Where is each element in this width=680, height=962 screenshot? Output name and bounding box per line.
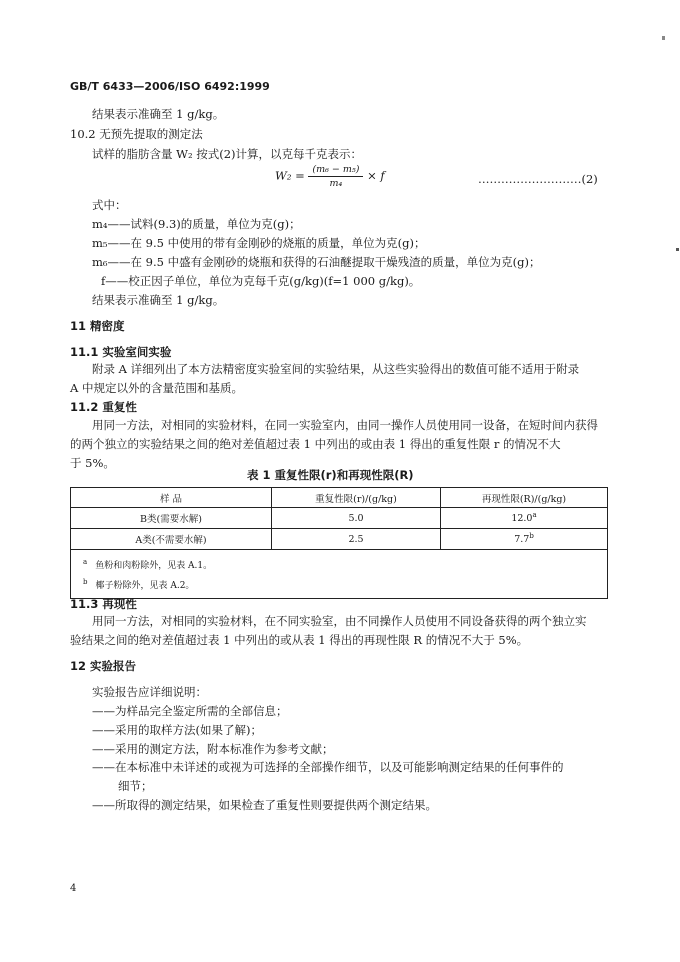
table-cell-R-value: 7.7 <box>514 534 530 546</box>
result-precision-1: 结果表示准确至 1 g/kg。 <box>92 107 225 121</box>
report-item-2: ——采用的取样方法(如果了解)； <box>92 723 262 737</box>
report-item-5: ——所取得的测定结果，如果检查了重复性则要提供两个测定结果。 <box>92 798 437 812</box>
para-11-1-line2: A 中规定以外的含量范围和基质。 <box>70 381 243 395</box>
table-cell-sample: B类(需要水解) <box>71 508 272 529</box>
table-note-text: 鱼粉和肉粉除外，见表 A.1。 <box>95 561 213 571</box>
section-11-heading: 11 精密度 <box>70 319 125 333</box>
section-10-2-heading: 10.2 无预先提取的测定法 <box>70 127 203 141</box>
para-11-2-line1: 用同一方法，对相同的实验材料，在同一实验室内，由同一操作人员使用同一设备，在短时间内获得 <box>92 418 598 432</box>
formula-fraction <box>308 164 363 189</box>
scan-speck <box>676 248 679 251</box>
table-1-caption: 表 1 重复性限(r)和再现性限(R) <box>247 468 414 482</box>
formula-number: ………………………(2) <box>478 172 598 186</box>
table-note-text: 椰子粉除外，见表 A.2。 <box>95 581 195 591</box>
para-11-3-line1: 用同一方法，对相同的实验材料，在不同实验室，由不同操作人员使用不同设备获得的两个独立实 <box>92 614 587 628</box>
section-11-3-heading: 11.3 再现性 <box>70 597 137 611</box>
definition-f: f——校正因子单位，单位为克每千克(g/kg)(f=1 000 g/kg)。 <box>101 274 421 288</box>
section-11-1-heading: 11.1 实验室间实验 <box>70 345 172 359</box>
formula-denominator: m₄ <box>329 178 343 189</box>
standard-header: GB/T 6433—2006/ISO 6492:1999 <box>70 80 270 93</box>
table-cell-r: 5.0 <box>272 508 441 529</box>
formula-numerator: (m₆ − m₅) <box>308 164 363 177</box>
table-cell-sample: A类(不需要水解) <box>71 529 272 550</box>
formula-rhs: × f <box>367 168 385 183</box>
table-notes <box>71 550 608 599</box>
table-1 <box>70 487 608 599</box>
table-cell-R-value: 12.0 <box>511 513 533 525</box>
table-cell-R <box>441 508 608 529</box>
table-cell-r: 2.5 <box>272 529 441 550</box>
footnote-mark: b <box>529 532 534 541</box>
footnote-mark: b <box>83 578 88 586</box>
footnote-mark: a <box>83 558 88 566</box>
table-row <box>71 508 608 529</box>
table-cell-R <box>441 529 608 550</box>
definition-m4: m₄——试料(9.3)的质量，单位为克(g)； <box>92 217 301 231</box>
table-notes-row <box>71 550 608 599</box>
table-header-repeatability: 重复性限(r)/(g/kg) <box>272 488 441 508</box>
definition-m6: m₆——在 9.5 中盛有金刚砂的烧瓶和获得的石油醚提取干燥残渣的质量，单位为克(g)； <box>92 255 541 269</box>
definition-m5: m₅——在 9.5 中使用的带有金刚砂的烧瓶的质量，单位为克(g)； <box>92 236 426 250</box>
page-number: 4 <box>70 883 77 894</box>
table-header-reproducibility: 再现性限(R)/(g/kg) <box>441 488 608 508</box>
report-item-4-line2: 细节； <box>118 779 153 793</box>
scan-speck <box>662 36 665 40</box>
para-11-1-line1: 附录 A 详细列出了本方法精密度实验室间的实验结果，从这些实验得出的数值可能不适用于附录 <box>92 362 580 376</box>
table-note-a <box>83 554 607 574</box>
section-11-2-heading: 11.2 重复性 <box>70 400 137 414</box>
formula-2 <box>275 164 385 189</box>
section-12-heading: 12 实验报告 <box>70 659 137 673</box>
table-header-sample: 样 品 <box>71 488 272 508</box>
formula-lhs: W₂ = <box>275 168 305 183</box>
table-note-b <box>83 574 607 594</box>
para-11-2-line3: 于 5%。 <box>70 456 115 470</box>
report-item-1: ——为样品完全鉴定所需的全部信息； <box>92 704 288 718</box>
para-12-intro: 实验报告应详细说明： <box>92 685 207 699</box>
result-precision-2: 结果表示准确至 1 g/kg。 <box>92 293 225 307</box>
para-11-3-line2: 验结果之间的绝对差值超过表 1 中列出的或从表 1 得出的再现性限 R 的情况不大于 5%。 <box>70 633 529 647</box>
table-header-row <box>71 488 608 508</box>
where-label: 式中： <box>92 198 127 212</box>
formula-intro: 试样的脂肪含量 W₂ 按式(2)计算，以克每千克表示： <box>92 147 363 161</box>
report-item-4-line1: ——在本标准中未详述的或视为可选择的全部操作细节，以及可能影响测定结果的任何事件的 <box>92 760 564 774</box>
report-item-3: ——采用的测定方法，附本标准作为参考文献； <box>92 742 334 756</box>
table-row <box>71 529 608 550</box>
footnote-mark: a <box>532 511 537 520</box>
para-11-2-line2: 的两个独立的实验结果之间的绝对差值超过表 1 中列出的或由表 1 得出的重复性限 r 的情况不大 <box>70 437 561 451</box>
